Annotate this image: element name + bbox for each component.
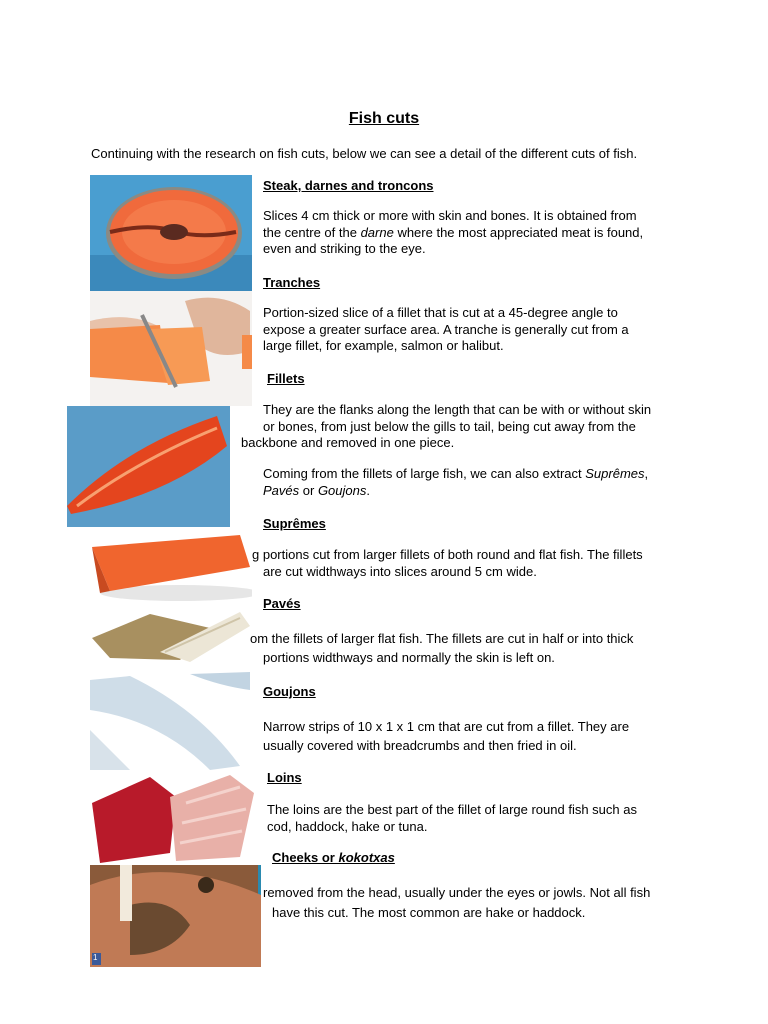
- steak-text: Slices 4 cm thick or more with skin and bones. It is obtained from the centre of the darne where the most appreciated meat is found, even and striking to the eye.: [263, 208, 644, 256]
- page-title: Fish cuts: [348, 110, 420, 127]
- heading-fillets: Fillets: [267, 371, 305, 386]
- goujons-image: [90, 670, 252, 773]
- heading-cheeks: Cheeks or kokotxas: [272, 850, 395, 865]
- fillet-image: [67, 406, 230, 527]
- loins-image: [90, 773, 258, 865]
- paves-text: om the fillets of larger flat fish. The fillets are cut in half or into thick portions widthways and normally the skin is left on.: [250, 631, 634, 665]
- cheeks-text: removed from the head, usually under the eyes or jowls. Not all fish have this cut. The most common are hake or haddock.: [263, 885, 651, 920]
- fillets-extract-text: Coming from the fillets of large fish, we can also extract Suprêmes, Pavés or Goujons.: [263, 466, 649, 498]
- corner-mark: 1: [93, 953, 98, 962]
- supremes-text: g portions cut from larger fillets of both round and flat fish. The fillets are cut widthways into slices around 5 cm wide.: [252, 547, 643, 579]
- heading-supremes: Suprêmes: [263, 516, 326, 531]
- supreme-image: [90, 527, 252, 605]
- salmon-steak-image: [90, 175, 252, 292]
- heading-steak: Steak, darnes and troncons: [263, 178, 434, 193]
- loins-text: The loins are the best part of the fillet of large round fish such as cod, haddock, hake or tuna.: [267, 802, 637, 834]
- heading-tranches: Tranches: [263, 275, 321, 290]
- heading-paves: Pavés: [263, 596, 301, 611]
- pave-image: [90, 608, 252, 664]
- salmon-tranche-image: [90, 291, 252, 406]
- goujons-text: Narrow strips of 10 x 1 x 1 cm that are cut from a fillet. They are usually covered with breadcrumbs and then fried in oil.: [263, 719, 630, 753]
- heading-goujons: Goujons: [263, 684, 316, 699]
- fillets-text: They are the flanks along the length that can be with or without skin or bones, from just below the gills to tail, being cut away from the backbone and removed in one piece.: [241, 402, 652, 450]
- fish-head-image: [90, 865, 261, 967]
- intro-paragraph: Continuing with the research on fish cuts, below we can see a detail of the different cuts of fish.: [91, 146, 638, 161]
- tranches-text: Portion-sized slice of a fillet that is cut at a 45-degree angle to expose a greater surface area. A tranche is generally cut from a large fillet, for example, salmon or halibut.: [263, 305, 629, 353]
- heading-loins: Loins: [267, 770, 302, 785]
